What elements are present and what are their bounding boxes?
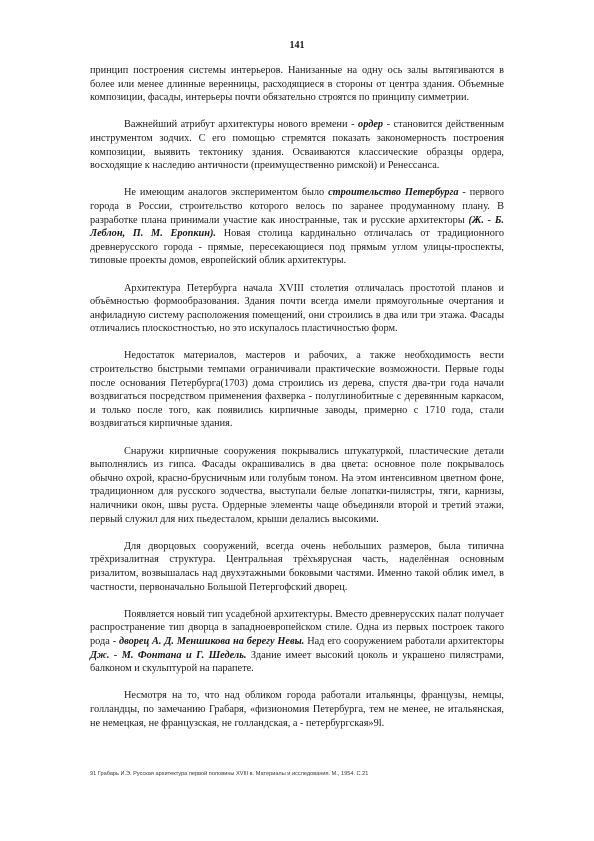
emphasis-term: строительство Петербурга	[328, 187, 459, 199]
paragraph-2	[90, 118, 504, 172]
paragraph-text: Новая столица кардинально отличалась от традиционного древнерусского города - прямые, пересекающиеся под прямым углом улицы-проспекты, типовые проекты домов, европейский облик архитектуры.	[90, 228, 504, 267]
footnote: 91 Грабарь И.Э. Русская архитектура первой половины XVIII в. Материалы и исследования. М., 1954. С.21	[90, 771, 369, 777]
paragraph-9	[90, 689, 504, 730]
paragraph-text: принцип построения системы интерьеров. Нанизанные на одну ось залы вытягиваются в более или менее длинные веренницы, расходящиеся в стороны от центра здания. Объемные композиции, фасады, интерьеры почти обязательно строятся по принципу симметрии.	[90, 65, 504, 104]
paragraph-text: Здание имеет высокий цоколь и украшено пилястрами, балконом и скульптурой на парапете.	[90, 649, 504, 675]
emphasis-architects: Дж. - М. Фонтана и Г. Шедель.	[90, 649, 247, 661]
paragraph-1	[90, 64, 504, 105]
paragraph-text: Не имеющим аналогов экспериментом было	[124, 187, 329, 199]
paragraph-text: - становится действенным инструментом зодчих. С его помощью стремятся показать закономерность построения композиции, выявить тектонику здания. Осваиваются классические образцы ордера, восходящие к наследию античности (преимущественно римской) и Ренессанса.	[90, 119, 504, 172]
paragraph-text: Для дворцовых сооружений, всегда очень небольших размеров, была типична трёхризалитная структура. Центральная трёхъярусная часть, наделённая основным ризалитом, возвышалась над двухэтажными боковыми частями. Именно такой облик имел, в частности, первоначально Большой Петергофский дворец.	[90, 540, 504, 593]
paragraph-7	[90, 540, 504, 594]
paragraph-6	[90, 445, 504, 527]
paragraph-8	[90, 608, 504, 676]
body-text	[90, 64, 504, 744]
paragraph-text: Важнейший атрибут архитектуры нового времени -	[124, 119, 359, 131]
paragraph-5	[90, 349, 504, 431]
emphasis-term: ордер	[358, 119, 384, 131]
paragraph-text: Несмотря на то, что над обликом города работали итальянцы, французы, немцы, голландцы, по замечанию Грабаря, «физиономия Петербурга, тем не менее, не итальянская, не немецкая, не французская, не голландская, а - петербургская»9l.	[90, 690, 504, 729]
paragraph-text: - первого города в России, строительство которого велось по заранее продуманному плану. В разработке плана принимали участие как иностранные, так и русские архитекторы	[90, 187, 504, 226]
paragraph-3	[90, 186, 504, 268]
paragraph-text: Над его сооружением работали архитекторы	[304, 635, 504, 647]
emphasis-term: дворец А. Д. Меншикова на берегу Невы.	[119, 635, 305, 647]
emphasis-architects: (Ж. - Б. Леблон, П. М. Еропкин).	[90, 214, 504, 240]
paragraph-text: Архитектура Петербурга начала XVIII столетия отличалась простотой планов и объёмностью формообразования. Здания почти всегда имели прямоугольные очертания и анфиладную систему расположения помещений, они строились в два или три этажа. Фасады отличались плоскостностью, но это искупалось пластичностью форм.	[90, 282, 504, 335]
paragraph-4	[90, 282, 504, 336]
paragraph-text: Недостаток материалов, мастеров и рабочих, а также необходимость вести строительство быстрыми темпами ограничивали практические возможности. Первые годы после основания Петербурга(1703) дома строились из дерева, спустя два-три года начали воздвигаться посредством применения фахверка - полуглинобитные с деревянным каркасом, и только после того, как появились кирпичные заводы, примерно с 1710 года, стали воздвигаться кирпичные здания.	[90, 350, 504, 430]
page-number: 141	[289, 40, 305, 51]
paragraph-text: Снаружи кирпичные сооружения покрывались штукатуркой, пластические детали выполнялись из гипса. Фасады окрашивались в два цвета: основное поле покрывалось обычно охрой, красно-брусничным или голубым тоном. На этом интенсивном цветном фоне, традиционном для русского зодчества, выступали белые лопатки-пилястры, тяги, карнизы, наличники окон, швы руста. Ордерные элементы чаще объединяли второй и третий этажи, первый служил для них пьедесталом, крыши делались высокими.	[90, 445, 504, 525]
paragraph-text: Появляется новый тип усадебной архитектуры. Вместо древнерусских палат получает распространение тип дворца в западноевропейском стиле. Одна из первых построек такого рода -	[90, 608, 504, 647]
